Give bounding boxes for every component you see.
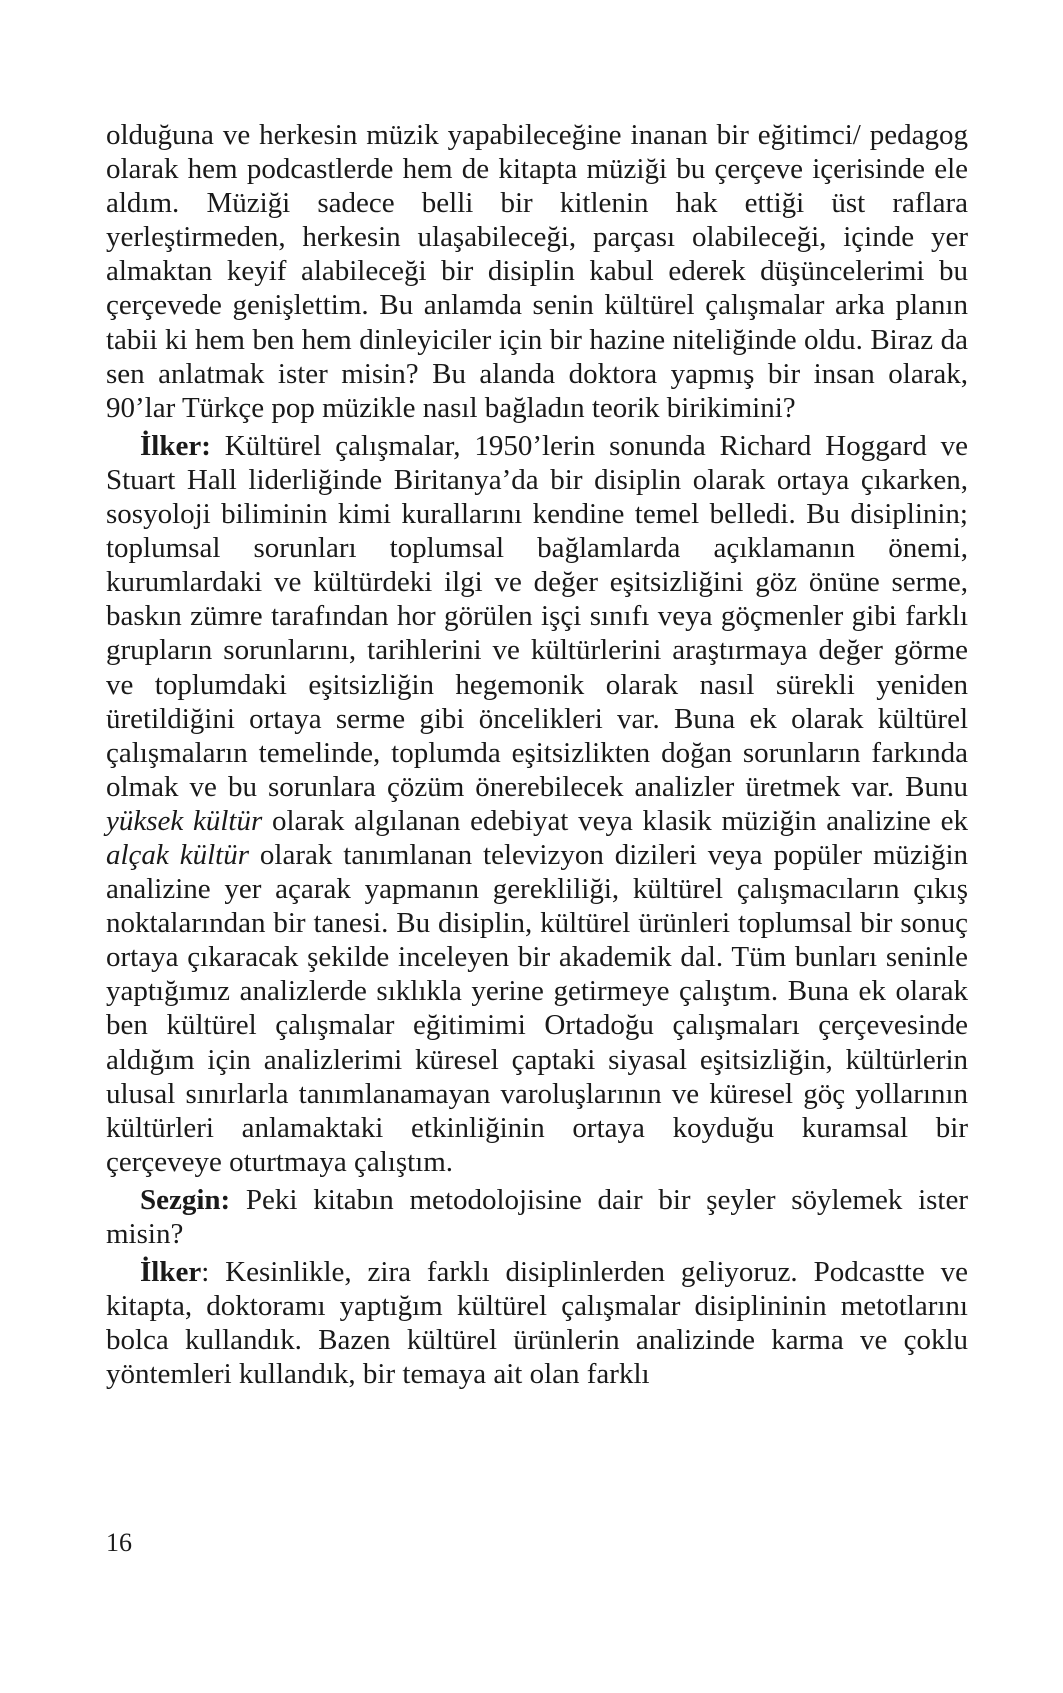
italic-term-alcak-kultur: alçak kültür (106, 838, 249, 871)
paragraph-3-text: Peki kitabın metodolojisine dair bir şeyler söylemek ister misin? (106, 1183, 968, 1250)
speaker-label-sezgin: Sezgin: (140, 1183, 231, 1216)
paragraph-2-text-c: olarak tanımlanan televizyon dizileri veya popüler müziğin analizine yer açarak yapmanın gerekliliği, kültürel çalışmacıların çıkış noktalarından bir tanesi. Bu disiplin, kültürel ürünleri toplumsal bir sonuç ortaya çıkaracak şekilde inceleyen bir akademik dal. Tüm bunları seninle yaptığımız analizlerde sıklıkla yerine getirmeye çalıştım. Buna ek olarak ben kültürel çalışmalar eğitimimi Ortadoğu çalışmaları çerçevesinde aldığım için analizlerimi küresel çaptaki siyasal eşitsizliğin, kültürlerin ulusal sınırlarla tanımlanamayan varoluşlarının ve küresel göç yollarının kültürleri anlamaktaki etkinliğinin ortaya koyduğu kuramsal bir çerçeveye oturtmaya çalıştım. (106, 838, 968, 1178)
paragraph-1 (106, 118, 968, 425)
speaker-label-ilker: İlker: (140, 429, 211, 462)
page-number: 16 (106, 1528, 132, 1557)
paragraph-2 (106, 429, 968, 1179)
paragraph-3 (106, 1183, 968, 1251)
paragraph-4-text: : Kesinlikle, zira farklı disiplinlerden geliyoruz. Podcastte ve kitapta, doktoramı yaptığım kültürel çalışmalar disiplininin metotlarını bolca kullandık. Bazen kültürel ürünlerin analizinde karma ve çoklu yöntemleri kullandık, bir temaya ait olan farklı (106, 1256, 968, 1391)
paragraph-1-text: olduğuna ve herkesin müzik yapabileceğine inanan bir eğitimci/ pedagog olarak hem podcastlerde hem de kitapta müziği bu çerçeve içerisinde ele aldım. Müziği sadece belli bir kitlenin hak ettiği üst raflara yerleştirmeden, herkesin ulaşabileceği, parçası olabileceği, içinde yer almaktan keyif alabileceği bir disiplin kabul ederek düşüncelerimi bu çerçevede genişlettim. Bu anlamda senin kültürel çalışmalar arka planın tabii ki hem ben hem dinleyiciler için bir hazine niteliğinde oldu. Biraz da sen anlatmak ister misin? Bu alanda doktora yapmış bir insan olarak, 90’lar Türkçe pop müzikle nasıl bağladın teorik birikimini? (106, 119, 968, 424)
speaker-label-ilker-2: İlker (140, 1256, 202, 1289)
paragraph-4 (106, 1255, 968, 1391)
paragraph-2-text-a: Kültürel çalışmalar, 1950’lerin sonunda Richard Hoggard ve Stuart Hall liderliğinde Biritanya’da bir disiplin olarak ortaya çıkarken, sosyoloji biliminin kimi kurallarını kendine temel belledi. Bu disiplinin; toplumsal sorunları toplumsal bağlamlarda açıklamanın önemi, kurumlardaki ve kültürdeki ilgi ve değer eşitsizliğini göz önüne serme, baskın zümre tarafından hor görülen işçi sınıfı veya göçmenler gibi farklı grupların sorunlarını, tarihlerini ve kültürlerini araştırmaya değer görme ve toplumdaki eşitsizliğin hegemonik olarak nasıl sürekli yeniden üretildiğini ortaya serme gibi öncelikleri var. Buna ek olarak kültürel çalışmaların temelinde, toplumda eşitsizlikten doğan sorunların farkında olmak ve bu sorunlara çözüm önerebilecek analizler üretmek var. Bunu (106, 429, 968, 803)
page-body (106, 118, 968, 1395)
paragraph-2-text-b: olarak algılanan edebiyat veya klasik müziğin analizine ek (262, 804, 969, 837)
italic-term-yuksek-kultur: yüksek kültür (106, 804, 263, 837)
